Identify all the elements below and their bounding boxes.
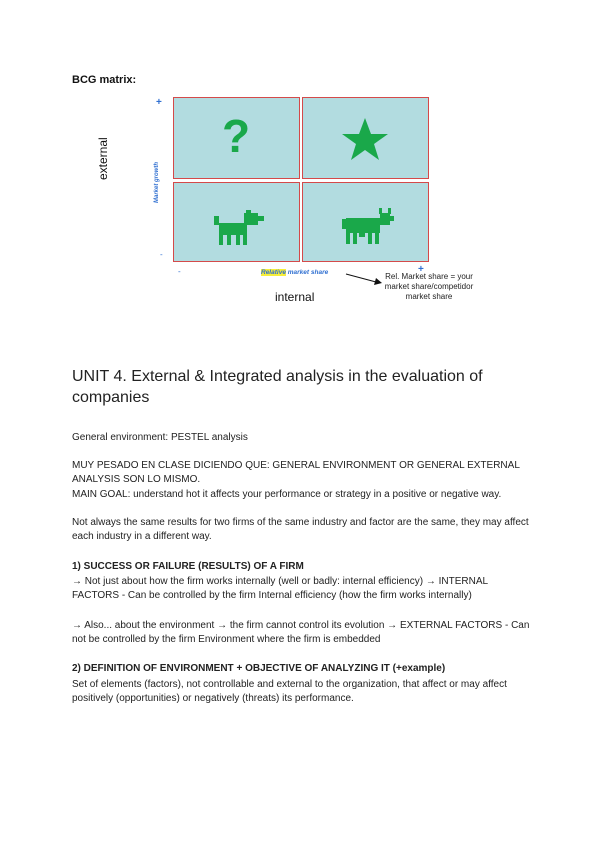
section-1-text-internal: → Not just about how the firm works internally (well or badly: internal efficiency) → INTERNAL FACTORS - Can be controlled by the firm Internal efficiency (how the firm works internally): [72, 576, 488, 601]
y-axis-label-external: external: [96, 137, 110, 180]
section-1-heading: 1) SUCCESS OR FAILURE (RESULTS) OF A FIRM: [72, 561, 304, 572]
section-2-text: Set of elements (factors), not controllable and external to the organization, that affect or may affect positively (opportunities) or negatively (threats) its performance.: [72, 679, 507, 704]
main-goal-paragraph: MAIN GOAL: understand hot it affects your performance or strategy in a positive or negative way.: [72, 489, 502, 500]
dog-icon: [174, 183, 299, 261]
y-axis-plus-marker: +: [156, 97, 162, 108]
question-mark-icon: ?: [222, 110, 251, 162]
x-axis-label-relative-market-share: [261, 269, 328, 276]
question-mark-quadrant: [173, 97, 300, 179]
relative-market-share-note: Rel. Market share = your market share/competidor market share: [384, 272, 474, 301]
dog-quadrant: [173, 182, 300, 262]
not-always-paragraph: Not always the same results for two firms of the same industry and factor are the same, they may affect each industry in a different way.: [72, 517, 529, 542]
unit-title: UNIT 4. External & Integrated analysis in the evaluation of companies: [72, 368, 483, 406]
y-axis-minus-marker: -: [160, 250, 163, 259]
muy-pesado-paragraph: MUY PESADO EN CLASE DICIENDO QUE: GENERAL ENVIRONMENT OR GENERAL EXTERNAL ANALYSIS SON LO MISMO.: [72, 460, 520, 485]
market-share-label: market share: [285, 269, 329, 276]
general-environment-line: General environment: PESTEL analysis: [72, 432, 248, 443]
cash-cow-quadrant: [302, 182, 429, 262]
x-axis-label-internal: internal: [275, 290, 315, 304]
section-2-heading: 2) DEFINITION OF ENVIRONMENT + OBJECTIVE OF ANALYZING IT (+example): [72, 663, 446, 674]
bcg-matrix-title: BCG matrix:: [72, 74, 137, 86]
note-arrow: [344, 272, 384, 286]
section-1-text-external: → Also... about the environment → the firm cannot control its evolution → EXTERNAL FACTORS - Can not be controlled by the firm Environment where the firm is embedded: [72, 620, 530, 645]
x-axis-minus-marker: -: [178, 267, 181, 276]
cow-icon: [303, 183, 428, 261]
star-icon: [303, 98, 428, 178]
y-axis-label-market-growth: Market growth: [154, 161, 160, 203]
relative-highlight: Relative: [261, 269, 286, 276]
x-axis-plus-marker: +: [418, 264, 424, 275]
star-quadrant: [302, 97, 429, 179]
